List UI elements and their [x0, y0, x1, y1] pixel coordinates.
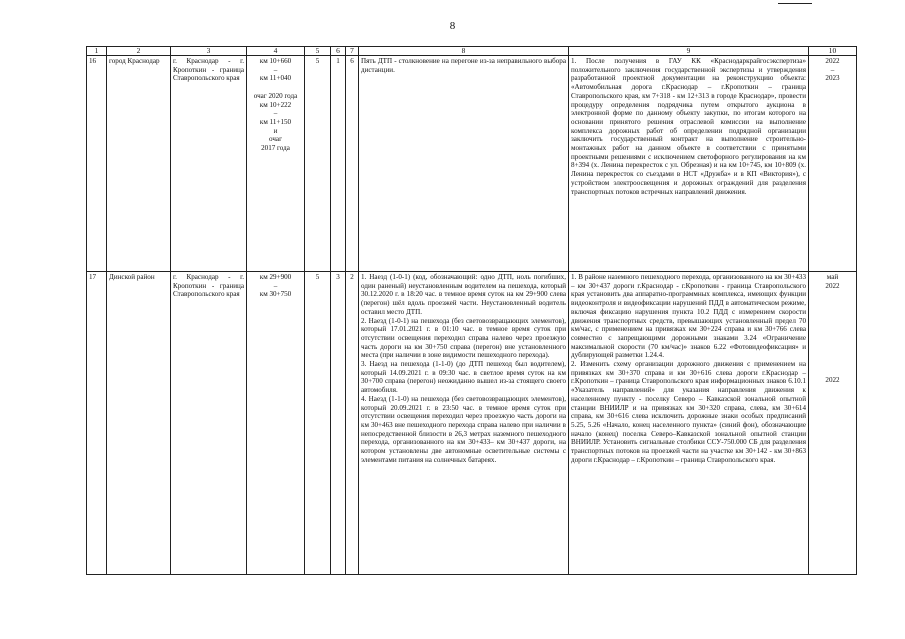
description-cell: [359, 272, 569, 575]
term-cell: [809, 272, 857, 575]
header-cell: 4: [247, 47, 305, 56]
measures-cell: [569, 272, 809, 575]
header-cell: 9: [569, 47, 809, 56]
measures-paragraph: 1. После получения в ГАУ КК «Краснодаркрайгосэкспертиза» положительного заключения государственной экспертизы и утверждения разработанной проектной документации на реконструкцию объекта: «Автомобильная дорога г.Краснодар – г.Кропоткин – граница Ставропольского края, км 7+318 - км 12+313 в городе Краснодар», провести процедуру определения подрядчика путем открытого аукциона в электронной форме по данному объекту закупки, по итогам которого на основании принятого решения отраслевой комиссии на выполнение комплекса дорожных работ об определении подрядной организации заключить государственный контракт на выполнение строительно-монтажных работ на данном объекте в соответствии с принятыми проектными решениями с исключением светофорного регулирования на км 8+394 (х. Ленина перекресток с ул. Обрезная) и на км 10+745, км 10+809 (х. Ленина перекресток со съездами в НСТ «Дружба» и в КП «Виктория»), с устройством электроосвещения и дорожных ограждений для разделения транспортных потоков встречных направлений движения.: [571, 57, 806, 196]
measures-paragraph: 1. В районе наземного пешеходного перехода, организованного на км 30+433 – км 30+437 дороги г.Краснодар - г.Кропоткин - граница Ставропольского края установить два аппаратно-программных комплекса, имеющих функции видеоконтроля и видеофиксации нарушений ПДД в автоматическом режиме, включая фиксацию нарушения пункта 10.2 ПДД с измерением скорости движения транспортных средств, превышающих установленный предел 70 км/час, с применением на привязках км 30+224 справа и км 30+766 слева совместно с запрещающими дорожными знаками 3.24 «Ограничение максимальной скорости (70 км/час)» знаков 6.22 «Фотовидеофиксация» и дублирующей разметки 1.24.4.: [571, 273, 806, 360]
road-cell: г. Краснодар - г. Кропоткин - граница Ставропольского края: [171, 272, 247, 575]
header-cell: 1: [87, 47, 107, 56]
count-cell: 5: [305, 272, 331, 575]
header-cell: 8: [359, 47, 569, 56]
header-cell: 6: [331, 47, 346, 56]
injured-cell: 6: [346, 56, 359, 272]
header-cell: 5: [305, 47, 331, 56]
km-cell: км 29+900 – км 30+750: [247, 272, 305, 575]
description-paragraph: 1. Наезд (1-0-1) (код, обозначающий: одно ДТП, ноль погибших, один раненый) неустановленным водителем на пешехода, который 30.12.2020 г. в 18:20 час. в темное время суток на км 29+900 слева (перегон) шёл вдоль проезжей части. Неустановленный водитель оставил место ДТП.: [361, 273, 566, 316]
description-paragraph: Пять ДТП - столкновение на перегоне из-за неправильного выбора дистанции.: [361, 57, 566, 74]
injured-cell: 2: [346, 272, 359, 575]
table-row: [87, 56, 857, 272]
count-cell: 5: [305, 56, 331, 272]
header-cell: 2: [107, 47, 171, 56]
scan-mark: [778, 3, 812, 4]
measures-paragraph: 2. Изменить схему организации дорожного движения с применением на привязках км 30+370 справа и км 30+616 слева дороги г.Краснодар – г.Кропоткин – граница Ставропольского края информационных знаков 6.10.1 «Указатель направлений» для указания направления движения к населенному пункту - поселку Северо – Кавказской зональной опытной станции ВНИИЛР и на привязках км 30+320 справа, слева, км 30+614 справа, км 30+616 слева исключить дорожные знаки особых предписаний 5.25, 5.26 «Начало, конец населенного пункта» (синий фон), обозначающие начало (конец) поселка Северо–Кавказской зональной опытной станции ВНИИЛР. Установить сигнальные столбики ССУ-750.000 СБ для разделения транспортных потоков на проезжей части на участке км 30+142 - км 30+863 дороги г.Краснодар – г.Кропоткин – граница Ставропольского края.: [571, 360, 806, 464]
killed-cell: 3: [331, 272, 346, 575]
district-cell: город Краснодар: [107, 56, 171, 272]
header-cell: 7: [346, 47, 359, 56]
description-paragraph: 3. Наезд на пешехода (1-1-0) (до ДТП пешеход был водителем), который 14.09.2021 г. в 09:30 час. в светлое время суток на км 30+700 справа (перегон) неожиданно вышел из-за стоящего своего автомобиля.: [361, 360, 566, 395]
description-cell: [359, 56, 569, 272]
page-number: 8: [449, 20, 456, 32]
row-number: 16: [87, 56, 107, 272]
header-row: [87, 47, 857, 56]
term-cell: 2022 – 2023: [809, 56, 857, 272]
row-number: 17: [87, 272, 107, 575]
header-cell: 10: [809, 47, 857, 56]
district-cell: Динской район: [107, 272, 171, 575]
km-cell: км 10+660 – км 11+040 очаг 2020 года км 10+222 – км 11+150 и очаг 2017 года: [247, 56, 305, 272]
description-paragraph: 4. Наезд (1-1-0) на пешехода (без световозвращающих элементов), который 20.09.2021 г. в 23:50 час. в темное время суток при отсутствии освещения переходил через проезжую часть дороги на км 30+463 вне пешеходного перехода справа налево при наличии в непосредственной близости в 26,3 метрах наземного пешеходного перехода, организованного на км 30+433– км 30+437 дороги, на котором установлены две автономные осветительные системы с элементами питания на солнечных батареях.: [361, 394, 566, 464]
measures-cell: [569, 56, 809, 272]
killed-cell: 1: [331, 56, 346, 272]
road-cell: г. Краснодар - г. Кропоткин - граница Ставропольского края: [171, 56, 247, 272]
description-paragraph: 2. Наезд (1-0-1) на пешехода (без световозвращающих элементов), который 17.01.2021 г. в 01:10 час. в темное время суток при отсутствии освещения переходил справа налево через проезжую часть дороги на км 30+750 справа (перегон) вне установленного места (при наличии в зоне видимости пешеходного перехода).: [361, 316, 566, 360]
table-row: [87, 272, 857, 575]
road-safety-table: [86, 46, 857, 575]
term-value: май 2022: [825, 273, 840, 290]
header-cell: 3: [171, 47, 247, 56]
term-value-2: 2022: [825, 376, 840, 385]
